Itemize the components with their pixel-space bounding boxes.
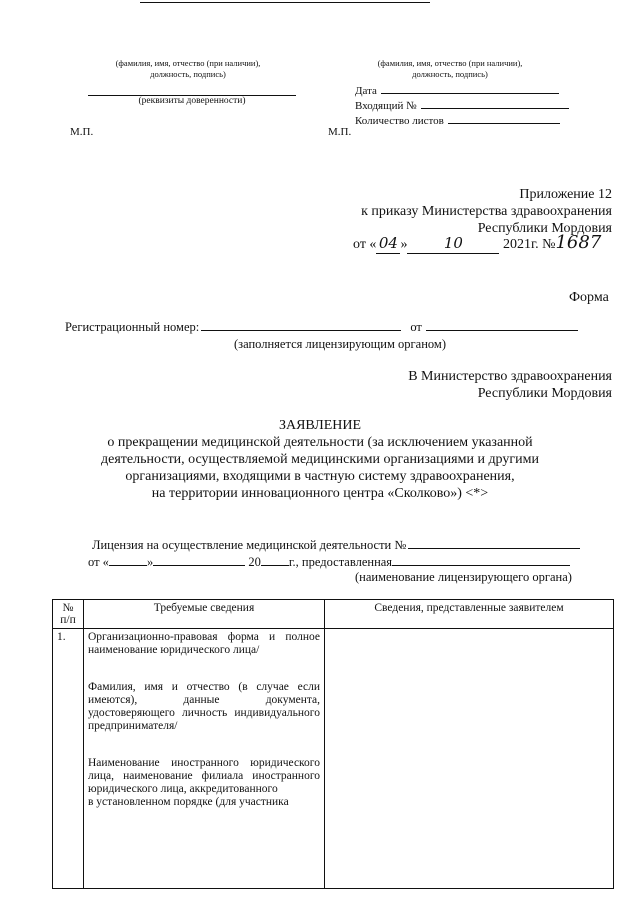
header-provided: Сведения, представленные заявителем <box>325 600 614 629</box>
handwritten-day: 04 <box>378 234 398 252</box>
header-num: № п/п <box>53 600 84 629</box>
license-date-field: от « » 20 г., предоставленная <box>88 555 608 570</box>
handwritten-order-number: 1687 <box>555 232 602 253</box>
registration-note: (заполняется лицензирующим органом) <box>234 337 446 351</box>
document-title: ЗАЯВЛЕНИЕ о прекращении медицинской деятельности (за исключением указанной деятельности, осуществляемой медицинскими организациями и другими организациями, входящими в частную систему здравоохранения, на территории инновационного центра «Сколково») <*> <box>40 417 600 502</box>
row-num: 1. <box>53 629 84 889</box>
license-number-field: Лицензия на осуществление медицинской деятельности № <box>92 538 612 553</box>
appendix-block: Приложение 12 к приказу Министерства здравоохранения Республики Мордовия <box>361 187 612 236</box>
date-field: Дата <box>355 83 585 97</box>
incoming-number-field: Входящий № <box>355 98 585 112</box>
left-signature-caption: (фамилия, имя, отчество (при наличии), должность, подпись) <box>115 58 261 79</box>
license-org-note: (наименование лицензирующего органа) <box>355 570 572 584</box>
form-label: Форма <box>569 290 609 305</box>
registration-number-field: Регистрационный номер: от <box>65 320 595 335</box>
handwritten-month: 10 <box>443 234 463 252</box>
appendix-date-line: от « 04 » 10 2021г. №1687 <box>353 232 602 253</box>
addressee: В Министерство здравоохранения Республики Мордовия <box>408 369 612 401</box>
table-header-row <box>53 600 614 629</box>
sheets-count-field: Количество листов <box>355 113 585 127</box>
row-provided-info[interactable] <box>325 629 614 889</box>
row-required-info: Организационно-правовая форма и полное наименование юридического лица/ Фамилия, имя и отчество (в случае если имеются), данные документа, удостоверяющего личность индивидуального предпринимателя/ Наименование иностранного юридического лица, наименование филиала иностранного юридического лица, аккредитованного в установленном порядке (для участника <box>84 629 325 889</box>
top-rule <box>140 2 430 3</box>
header-required: Требуемые сведения <box>84 600 325 629</box>
table-row <box>53 629 614 889</box>
requirements-table <box>52 599 614 889</box>
stamp-place-right: М.П. <box>328 126 352 138</box>
title-heading: ЗАЯВЛЕНИЕ <box>278 418 362 433</box>
stamp-place-left: М.П. <box>70 126 94 138</box>
requisites-caption: (реквизиты доверенности) <box>138 96 246 106</box>
right-signature-caption: (фамилия, имя, отчество (при наличии), должность, подпись) <box>377 58 523 79</box>
